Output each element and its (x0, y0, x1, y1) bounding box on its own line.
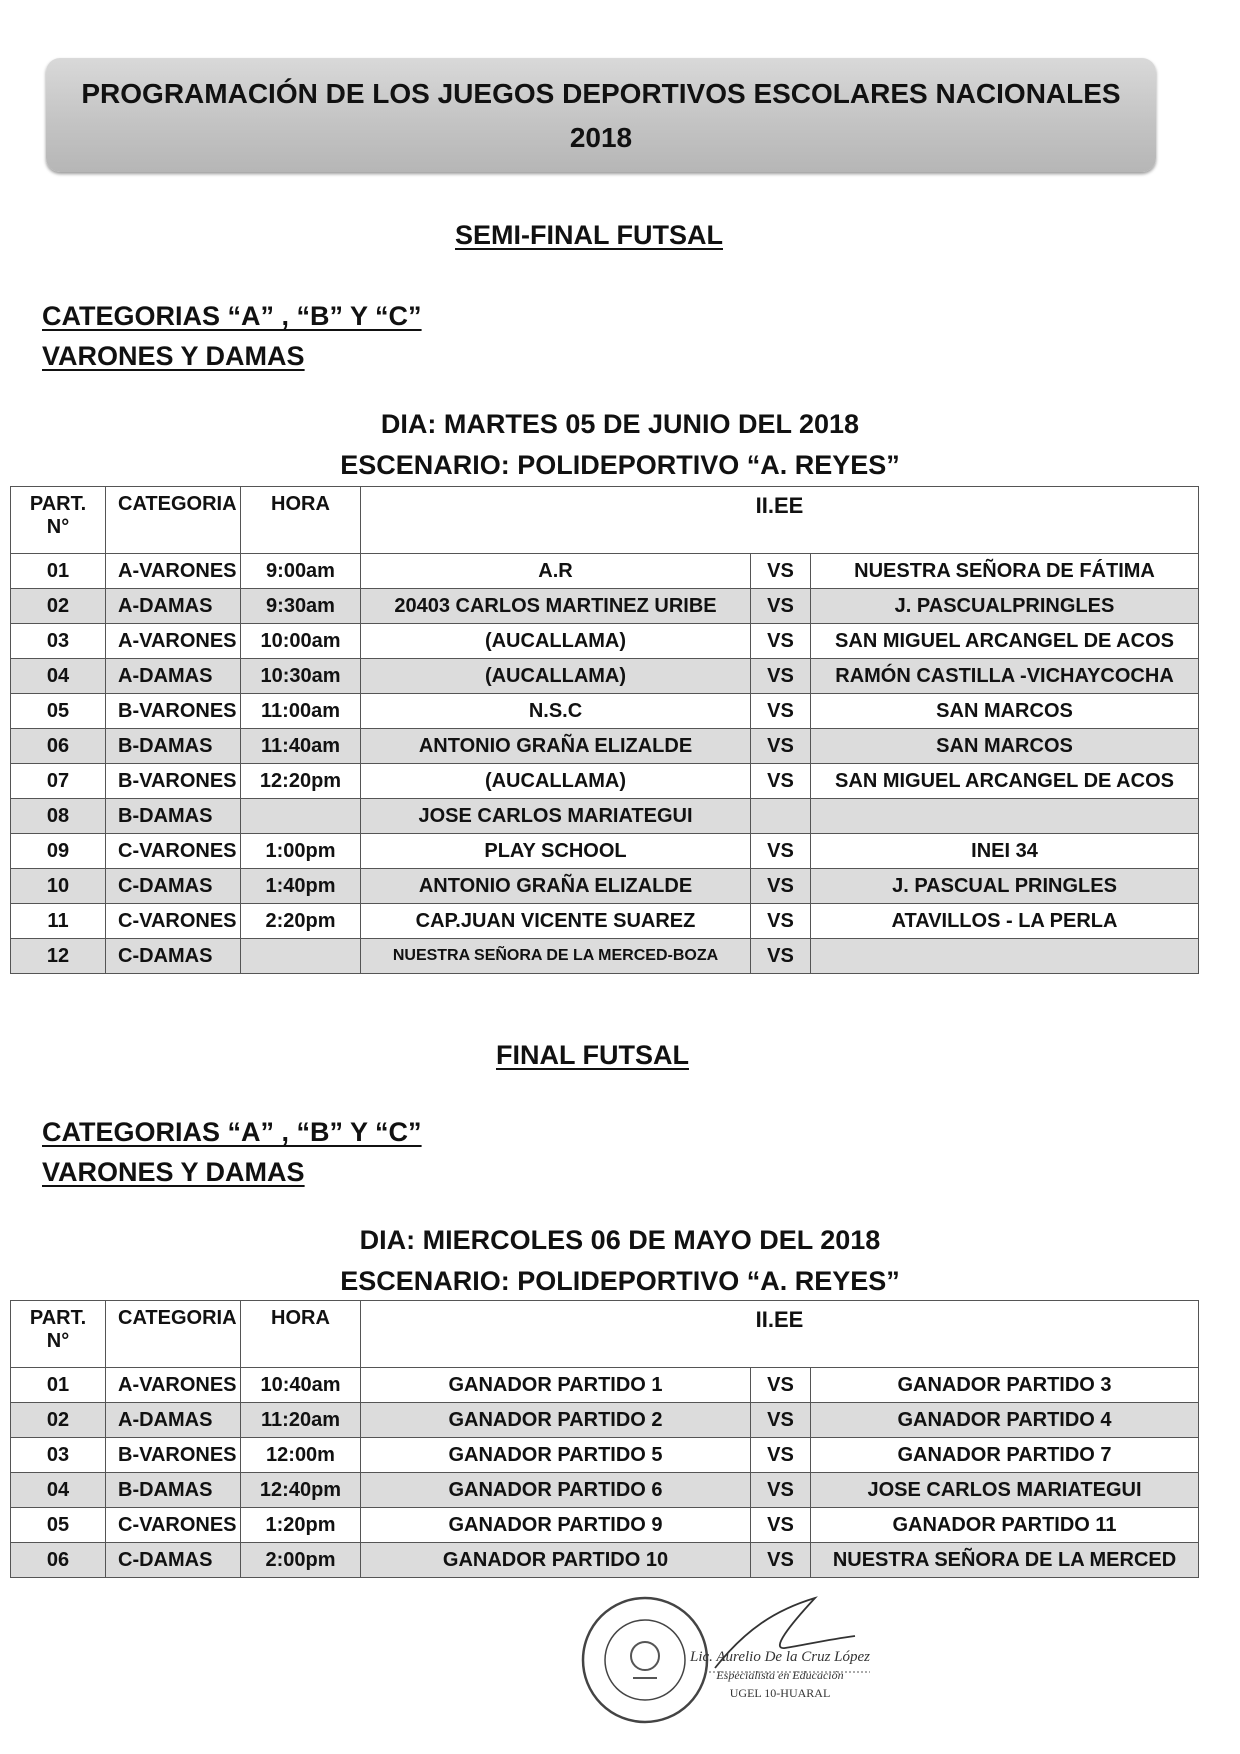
match-number-cell: 04 (11, 1473, 106, 1508)
col-header-categoria: CATEGORIA (106, 1301, 241, 1368)
col-header-hora: HORA (241, 1301, 361, 1368)
time-cell: 10:00am (241, 624, 361, 659)
team1-cell: NUESTRA SEÑORA DE LA MERCED-BOZA (361, 939, 751, 974)
vs-cell: VS (751, 729, 811, 764)
team1-cell: GANADOR PARTIDO 6 (361, 1473, 751, 1508)
vs-cell: VS (751, 834, 811, 869)
time-cell: 11:20am (241, 1403, 361, 1438)
team1-cell: GANADOR PARTIDO 2 (361, 1403, 751, 1438)
time-cell: 1:00pm (241, 834, 361, 869)
team2-cell: INEI 34 (811, 834, 1199, 869)
team1-cell: GANADOR PARTIDO 9 (361, 1508, 751, 1543)
team1-cell: 20403 CARLOS MARTINEZ URIBE (361, 589, 751, 624)
time-cell: 12:20pm (241, 764, 361, 799)
table-header-row (11, 1301, 1199, 1368)
col-header-categoria: CATEGORIA (106, 487, 241, 554)
table-row (11, 1368, 1199, 1403)
category-cell: C-VARONES (106, 1508, 241, 1543)
time-cell: 10:30am (241, 659, 361, 694)
category-cell: C-VARONES (106, 904, 241, 939)
match-number-cell: 12 (11, 939, 106, 974)
table-row (11, 1508, 1199, 1543)
category-cell: B-DAMAS (106, 729, 241, 764)
match-number-cell: 06 (11, 729, 106, 764)
category-cell: A-VARONES (106, 554, 241, 589)
col-header-part: PART. N° (11, 487, 106, 554)
final-categories-line1: CATEGORIAS “A” , “B” Y “C” (42, 1117, 422, 1147)
category-cell: B-VARONES (106, 764, 241, 799)
vs-cell: VS (751, 764, 811, 799)
seal-icon (583, 1598, 707, 1722)
semi-venue: ESCENARIO: POLIDEPORTIVO “A. REYES” (340, 450, 900, 480)
time-cell: 9:30am (241, 589, 361, 624)
category-cell: C-DAMAS (106, 869, 241, 904)
final-venue: ESCENARIO: POLIDEPORTIVO “A. REYES” (340, 1266, 900, 1296)
team1-cell: ANTONIO GRAÑA ELIZALDE (361, 729, 751, 764)
table-row (11, 1543, 1199, 1578)
time-cell: 2:20pm (241, 904, 361, 939)
time-cell: 2:00pm (241, 1543, 361, 1578)
vs-cell: VS (751, 659, 811, 694)
match-number-cell: 09 (11, 834, 106, 869)
match-number-cell: 08 (11, 799, 106, 834)
semi-date: DIA: MARTES 05 DE JUNIO DEL 2018 (380, 409, 860, 439)
team1-cell: (AUCALLAMA) (361, 764, 751, 799)
team1-cell: PLAY SCHOOL (361, 834, 751, 869)
team2-cell: NUESTRA SEÑORA DE FÁTIMA (811, 554, 1199, 589)
team2-cell: JOSE CARLOS MARIATEGUI (811, 1473, 1199, 1508)
category-cell: C-DAMAS (106, 939, 241, 974)
vs-cell: VS (751, 589, 811, 624)
signatory-office: UGEL 10-HUARAL (729, 1686, 831, 1700)
team1-cell: GANADOR PARTIDO 1 (361, 1368, 751, 1403)
team2-cell: GANADOR PARTIDO 11 (811, 1508, 1199, 1543)
match-number-cell: 05 (11, 1508, 106, 1543)
table-row (11, 659, 1199, 694)
category-cell: A-DAMAS (106, 659, 241, 694)
team2-cell: ATAVILLOS - LA PERLA (811, 904, 1199, 939)
table-row (11, 589, 1199, 624)
vs-cell: VS (751, 1438, 811, 1473)
vs-cell: VS (751, 869, 811, 904)
team1-cell: A.R (361, 554, 751, 589)
semi-categories-line1: CATEGORIAS “A” , “B” Y “C” (42, 301, 422, 331)
team1-cell: GANADOR PARTIDO 10 (361, 1543, 751, 1578)
table-row (11, 834, 1199, 869)
table-row (11, 939, 1199, 974)
signatory-name: Lic. Aurelio De la Cruz López (690, 1649, 871, 1665)
team2-cell: SAN MIGUEL ARCANGEL DE ACOS (811, 764, 1199, 799)
final-date-venue (0, 1220, 1240, 1302)
time-cell: 12:00m (241, 1438, 361, 1473)
semi-final-title: SEMI-FINAL FUTSAL (455, 220, 723, 250)
team1-cell: (AUCALLAMA) (361, 659, 751, 694)
col-header-iiee: II.EE (361, 1301, 1199, 1368)
final-date: DIA: MIERCOLES 06 DE MAYO DEL 2018 (359, 1225, 881, 1255)
semi-categories-line2: VARONES Y DAMAS (42, 341, 305, 371)
vs-cell: VS (751, 554, 811, 589)
category-cell: B-DAMAS (106, 799, 241, 834)
match-number-cell: 06 (11, 1543, 106, 1578)
final-categories-line2: VARONES Y DAMAS (42, 1157, 305, 1187)
vs-cell: VS (751, 1403, 811, 1438)
vs-cell: VS (751, 1508, 811, 1543)
table-header-row (11, 487, 1199, 554)
team2-cell (811, 799, 1199, 834)
col-header-iiee: II.EE (361, 487, 1199, 554)
category-cell: A-DAMAS (106, 1403, 241, 1438)
category-cell: A-VARONES (106, 1368, 241, 1403)
vs-cell: VS (751, 694, 811, 729)
table-row (11, 1403, 1199, 1438)
vs-cell: VS (751, 1368, 811, 1403)
time-cell: 9:00am (241, 554, 361, 589)
time-cell (241, 799, 361, 834)
final-table (10, 1300, 1199, 1578)
match-number-cell: 07 (11, 764, 106, 799)
match-number-cell: 03 (11, 1438, 106, 1473)
category-cell: C-VARONES (106, 834, 241, 869)
table-row (11, 554, 1199, 589)
semi-categories (42, 296, 422, 376)
time-cell (241, 939, 361, 974)
team2-cell: SAN MARCOS (811, 694, 1199, 729)
team2-cell: RAMÓN CASTILLA -VICHAYCOCHA (811, 659, 1199, 694)
match-number-cell: 02 (11, 589, 106, 624)
col-header-part: PART. N° (11, 1301, 106, 1368)
match-number-cell: 04 (11, 659, 106, 694)
team2-cell: GANADOR PARTIDO 4 (811, 1403, 1199, 1438)
team1-cell: GANADOR PARTIDO 5 (361, 1438, 751, 1473)
vs-cell: VS (751, 1543, 811, 1578)
table-row (11, 694, 1199, 729)
team2-cell: J. PASCUAL PRINGLES (811, 869, 1199, 904)
match-number-cell: 10 (11, 869, 106, 904)
vs-cell (751, 799, 811, 834)
team2-cell (811, 939, 1199, 974)
table-row (11, 624, 1199, 659)
col-header-hora: HORA (241, 487, 361, 554)
time-cell: 12:40pm (241, 1473, 361, 1508)
table-row (11, 1473, 1199, 1508)
table-row (11, 869, 1199, 904)
team1-cell: CAP.JUAN VICENTE SUAREZ (361, 904, 751, 939)
vs-cell: VS (751, 939, 811, 974)
team1-cell: N.S.C (361, 694, 751, 729)
table-row (11, 764, 1199, 799)
table-row (11, 729, 1199, 764)
team2-cell: SAN MARCOS (811, 729, 1199, 764)
vs-cell: VS (751, 624, 811, 659)
match-number-cell: 01 (11, 554, 106, 589)
final-categories (42, 1112, 422, 1192)
team2-cell: J. PASCUALPRINGLES (811, 589, 1199, 624)
match-number-cell: 11 (11, 904, 106, 939)
category-cell: B-VARONES (106, 694, 241, 729)
vs-cell: VS (751, 1473, 811, 1508)
match-number-cell: 01 (11, 1368, 106, 1403)
table-row (11, 1438, 1199, 1473)
match-number-cell: 03 (11, 624, 106, 659)
match-number-cell: 02 (11, 1403, 106, 1438)
team2-cell: SAN MIGUEL ARCANGEL DE ACOS (811, 624, 1199, 659)
time-cell: 1:40pm (241, 869, 361, 904)
document-title: PROGRAMACIÓN DE LOS JUEGOS DEPORTIVOS ESCOLARES NACIONALES (81, 78, 1121, 109)
document-year: 2018 (569, 122, 633, 153)
team2-cell: GANADOR PARTIDO 7 (811, 1438, 1199, 1473)
category-cell: A-VARONES (106, 624, 241, 659)
title-banner (46, 58, 1156, 172)
category-cell: B-VARONES (106, 1438, 241, 1473)
time-cell: 10:40am (241, 1368, 361, 1403)
team1-cell: (AUCALLAMA) (361, 624, 751, 659)
semi-date-venue (0, 404, 1240, 486)
category-cell: A-DAMAS (106, 589, 241, 624)
signature-block (690, 1648, 870, 1702)
time-cell: 1:20pm (241, 1508, 361, 1543)
time-cell: 11:00am (241, 694, 361, 729)
category-cell: B-DAMAS (106, 1473, 241, 1508)
time-cell: 11:40am (241, 729, 361, 764)
table-row (11, 904, 1199, 939)
category-cell: C-DAMAS (106, 1543, 241, 1578)
semi-final-table (10, 486, 1199, 974)
signatory-role: Especialista en Educación (716, 1668, 844, 1682)
table-row (11, 799, 1199, 834)
vs-cell: VS (751, 904, 811, 939)
team2-cell: NUESTRA SEÑORA DE LA MERCED (811, 1543, 1199, 1578)
team1-cell: ANTONIO GRAÑA ELIZALDE (361, 869, 751, 904)
team2-cell: GANADOR PARTIDO 3 (811, 1368, 1199, 1403)
team1-cell: JOSE CARLOS MARIATEGUI (361, 799, 751, 834)
match-number-cell: 05 (11, 694, 106, 729)
final-title: FINAL FUTSAL (496, 1040, 689, 1070)
